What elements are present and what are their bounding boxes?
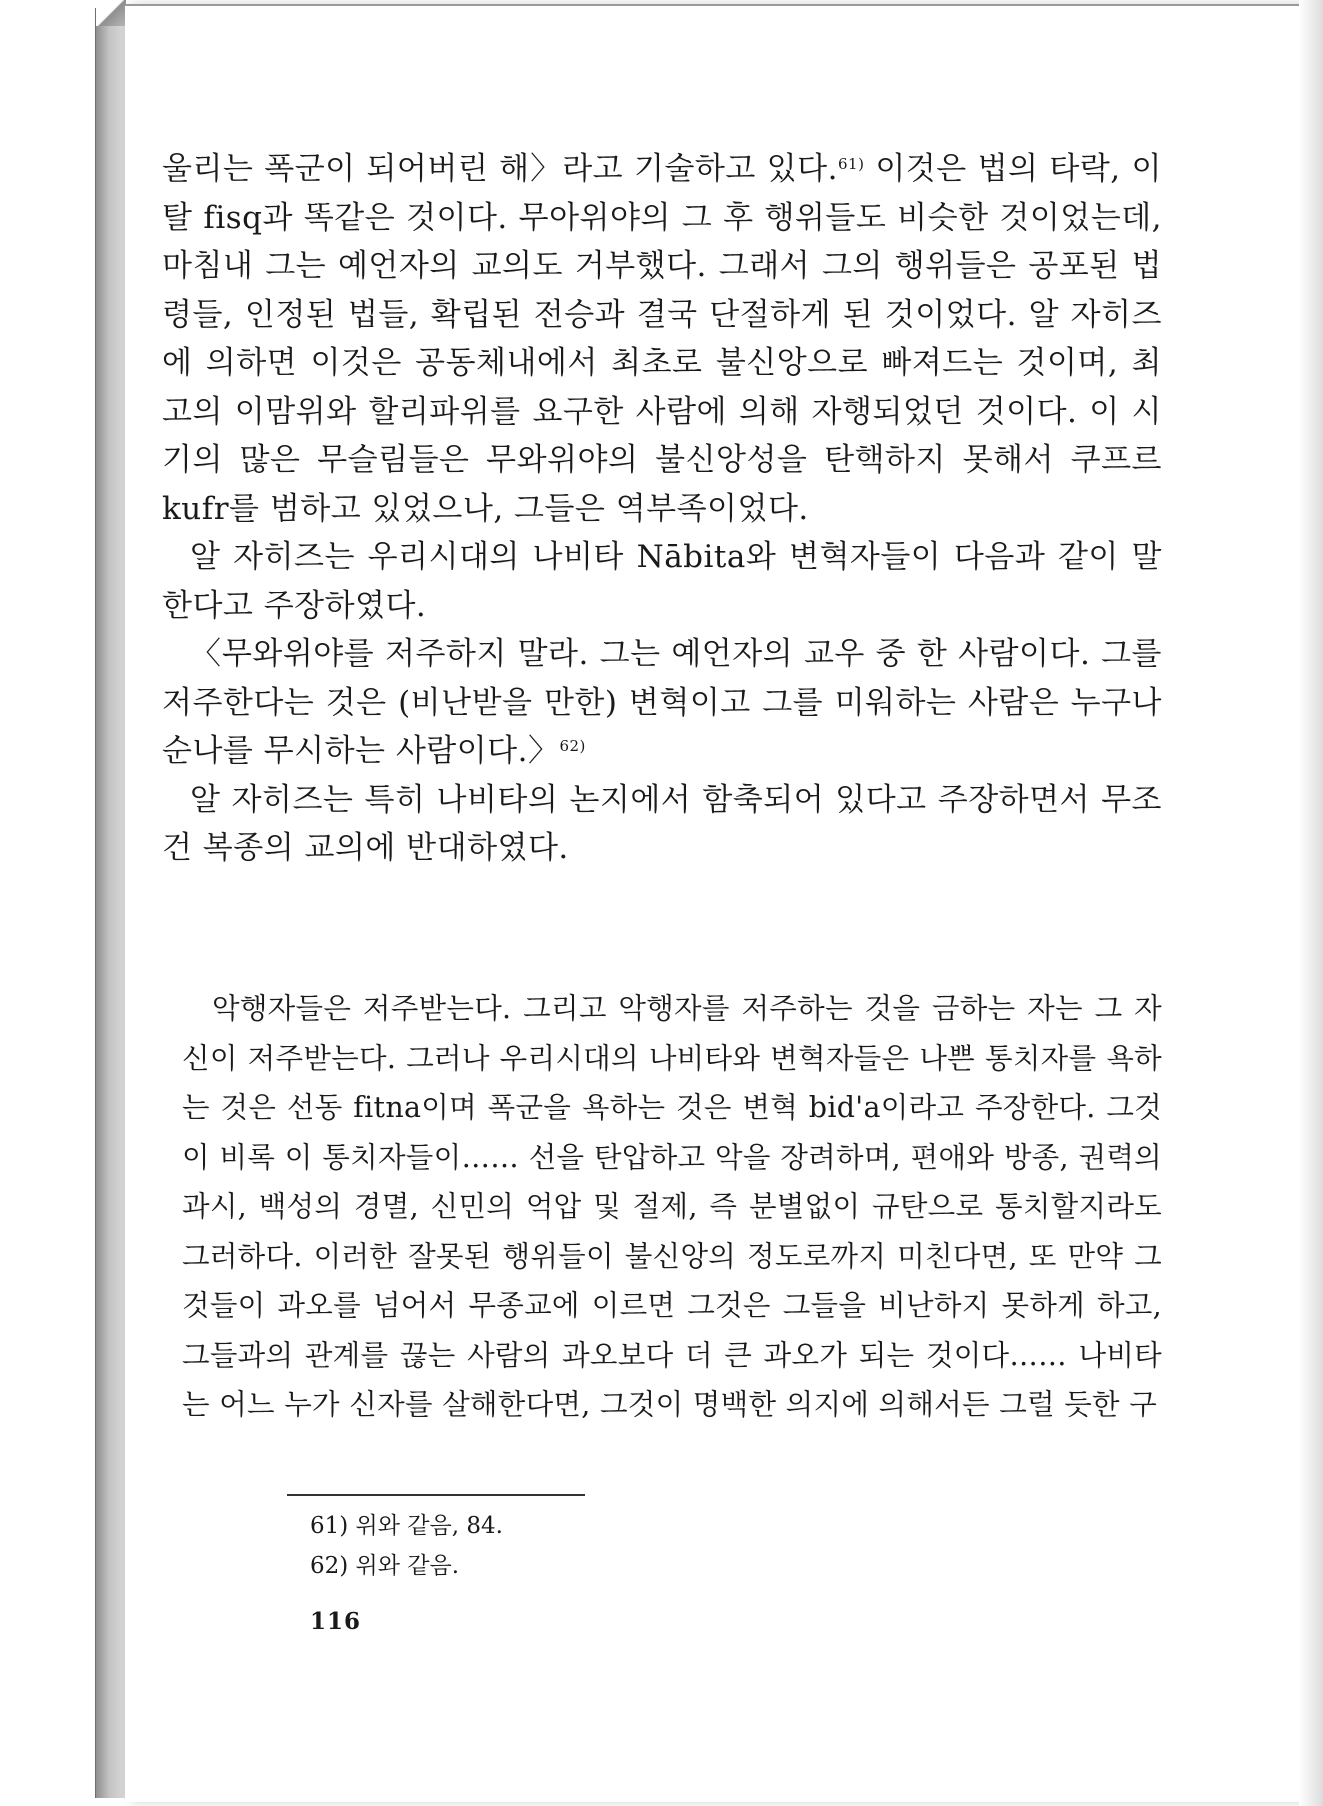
body-paragraph-3 (162, 630, 1162, 776)
body-paragraph-2: 알 자히즈는 우리시대의 나비타 Nābita와 변혁자들이 다음과 같이 말한다고 주장하였다. (162, 539, 1162, 624)
footnote-divider (287, 1494, 585, 1496)
footnote-ref-62: 62) (559, 737, 586, 755)
book-spine-edge (95, 8, 126, 1798)
paragraph-1-start: 울리는 폭군이 되어버린 해〉라고 기술하고 있다. (162, 151, 838, 187)
body-paragraph-4: 알 자히즈는 특히 나비타의 논지에서 함축되어 있다고 주장하면서 무조건 복종의 교의에 반대하였다. (162, 781, 1162, 866)
main-body-text (162, 145, 1162, 873)
body-paragraph-1 (162, 145, 1162, 533)
page-number: 116 (310, 1608, 362, 1635)
footnotes (310, 1506, 503, 1586)
block-quote: 악행자들은 저주받는다. 그리고 악행자를 저주하는 것을 금하는 자는 그 자신이 저주받는다. 그러나 우리시대의 나비타와 변혁자들은 나쁜 통치자를 욕하는 것은 선동 fitna이며 폭군을 욕하는 것은 변혁 bid'a이라고 주장한다. 그것이 비록 이 통치자들이…… 선을 탄압하고 악을 장려하며, 편애와 방종, 권력의 과시, 백성의 경멸, 신민의 억압 및 절제, 즉 분별없이 규탄으로 통치할지라도 그러하다. 이러한 잘못된 행위들이 불신앙의 정도로까지 미친다면, 또 만약 그것들이 과오를 넘어서 무종교에 이르면 그것은 그들을 비난하지 못하게 하고, 그들과의 관계를 끊는 사람의 과오보다 더 큰 과오가 되는 것이다…… 나비타는 어느 누가 신자를 살해한다면, 그것이 명백한 의지에 의해서든 그럴 듯한 구 (182, 992, 1162, 1421)
footnote-61: 61) 위와 같음, 84. (310, 1513, 503, 1539)
page-edge-shadow (1299, 0, 1323, 1806)
paragraph-3-text: 〈무와위야를 저주하지 말라. 그는 예언자의 교우 중 한 사람이다. 그를 저주한다는 것은 (비난받을 만한) 변혁이고 그를 미워하는 사람은 누구나 순나를 무시하는 사람이다.〉 (162, 636, 1162, 769)
footnote-ref-61: 61) (837, 155, 865, 173)
footnote-62: 62) 위와 같음. (310, 1553, 460, 1579)
paragraph-1-rest: 이것은 법의 타락, 이탈 fisq과 똑같은 것이다. 무아위야의 그 후 행위들도 비슷한 것이었는데, 마침내 그는 예언자의 교의도 거부했다. 그래서 그의 행위들은 공포된 법령들, 인정된 법들, 확립된 전승과 결국 단절하게 된 것이었다. 알 자히즈에 의하면 이것은 공동체내에서 최초로 불신앙으로 빠져드는 것이며, 최고의 이맘위와 할리파위를 요구한 사람에 의해 자행되었던 것이다. 이 시기의 많은 무슬림들은 무와위야의 불신앙성을 탄핵하지 못해서 쿠프르 kufr를 범하고 있었으나, 그들은 역부족이었다. (162, 151, 1162, 527)
